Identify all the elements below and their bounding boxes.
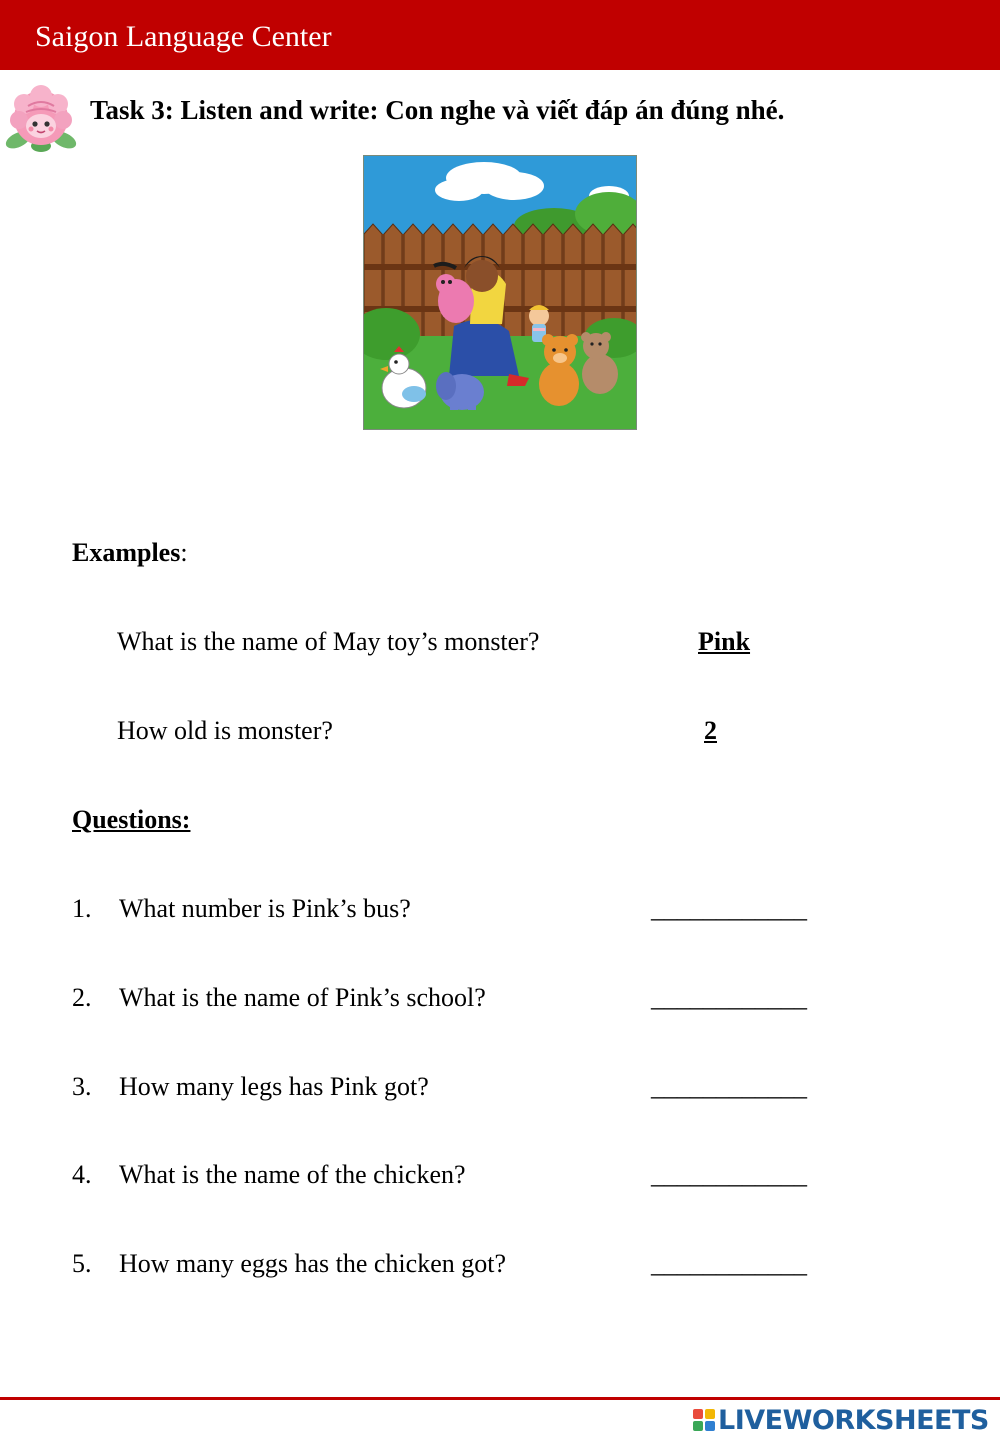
- answer-blank[interactable]: ____________: [651, 1072, 807, 1101]
- center-name: Saigon Language Center: [35, 20, 332, 53]
- children-with-toys-illustration: [363, 155, 637, 430]
- question-number: 4.: [72, 1160, 92, 1189]
- liveworksheets-logo[interactable]: [693, 1404, 989, 1436]
- examples-heading-label: Examples: [72, 538, 181, 567]
- examples-heading-colon: :: [180, 538, 188, 567]
- footer-rule: [0, 1397, 1000, 1400]
- questions-heading: Questions:: [72, 805, 191, 834]
- answer-blank[interactable]: ____________: [651, 894, 807, 923]
- example-question-2: How old is monster?: [117, 716, 333, 745]
- example-answer-2: 2: [704, 716, 717, 745]
- answer-blank[interactable]: ____________: [651, 1249, 807, 1278]
- answer-blank[interactable]: ____________: [651, 983, 807, 1012]
- question-text: What number is Pink’s bus?: [119, 894, 411, 923]
- question-text: How many eggs has the chicken got?: [119, 1249, 507, 1278]
- question-text: What is the name of Pink’s school?: [119, 983, 486, 1012]
- examples-heading: [72, 540, 188, 566]
- question-number: 2.: [72, 983, 92, 1012]
- liveworksheets-wordmark: LIVEWORKSHEETS: [718, 1404, 989, 1436]
- example-answer-1: Pink: [698, 627, 751, 656]
- question-text: How many legs has Pink got?: [119, 1072, 429, 1101]
- example-question-1: What is the name of May toy’s monster?: [117, 627, 540, 656]
- question-number: 5.: [72, 1249, 92, 1278]
- pink-flower-icon: [2, 82, 80, 158]
- question-number: 3.: [72, 1072, 92, 1101]
- question-number: 1.: [72, 894, 92, 923]
- answer-blank[interactable]: ____________: [651, 1160, 807, 1189]
- liveworksheets-mark-icon: [693, 1409, 715, 1431]
- task-title: Task 3: Listen and write: Con nghe và viết đáp án đúng nhé.: [90, 95, 785, 125]
- header-band: [0, 0, 1000, 70]
- question-text: What is the name of the chicken?: [119, 1160, 466, 1189]
